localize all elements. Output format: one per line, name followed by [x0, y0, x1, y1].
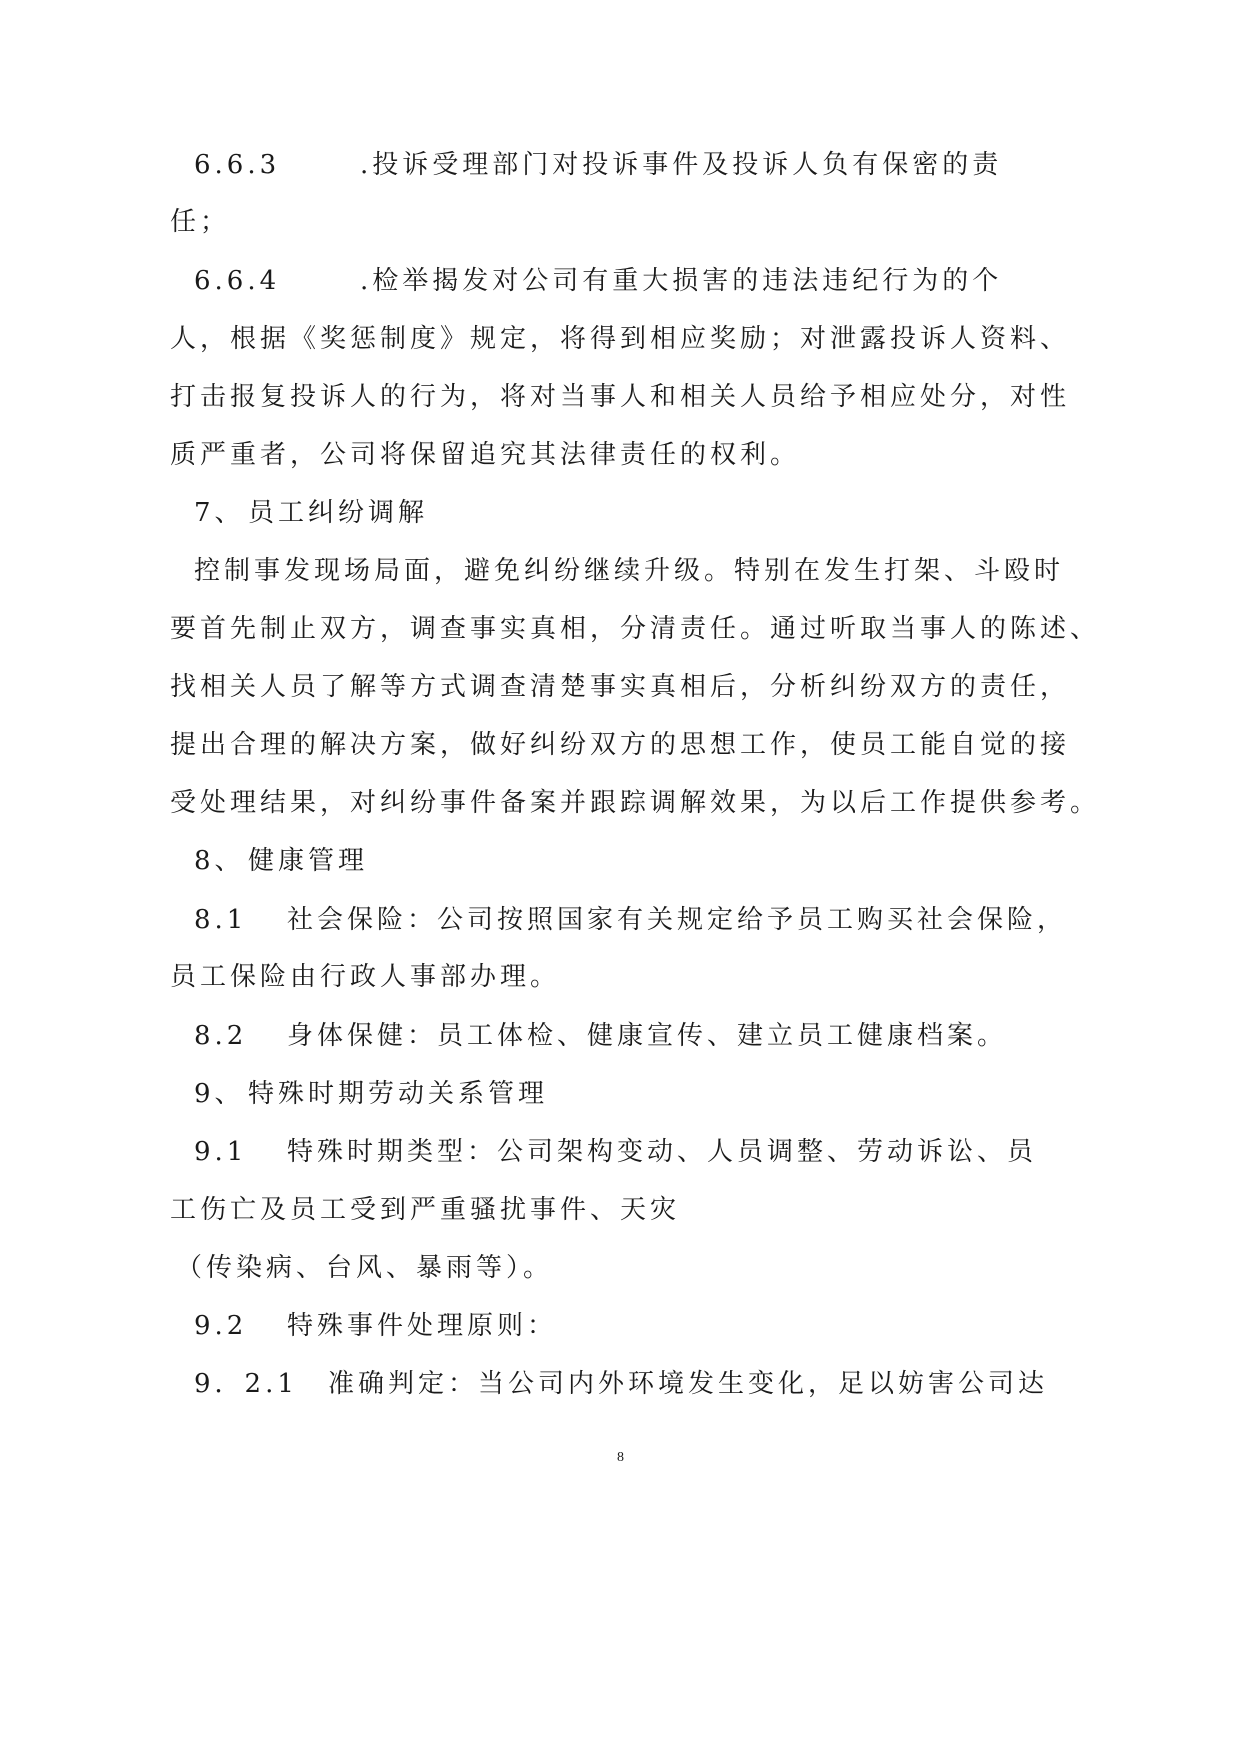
clause-6-6-3-continuation: 任；	[170, 207, 231, 237]
clause-6-6-3-number: 6.6.3	[194, 150, 281, 180]
clause-8-1-number: 8.1	[194, 905, 248, 935]
clause-6-6-3-text: .投诉受理部门对投诉事件及投诉人负有保密的责	[360, 150, 1003, 180]
clause-8-1-continuation: 员工保险由行政人事部办理。	[170, 962, 561, 992]
clause-9-2-1-number: 9．2.1	[194, 1369, 298, 1399]
section-7-paragraph-line-5: 受处理结果，对纠纷事件备案并跟踪调解效果，为以后工作提供参考。	[170, 788, 1101, 818]
section-9-number: 9、	[194, 1079, 245, 1109]
section-7-paragraph-line-2: 要首先制止双方，调查事实真相，分清责任。通过听取当事人的陈述、	[170, 614, 1101, 644]
section-7-heading: 员工纠纷调解	[248, 498, 429, 528]
section-9-heading: 特殊时期劳动关系管理	[248, 1079, 549, 1109]
section-8-number: 8、	[194, 846, 245, 876]
page-number: 8	[617, 1450, 624, 1465]
section-8-heading: 健康管理	[248, 846, 369, 876]
clause-9-1-number: 9.1	[194, 1137, 248, 1167]
clause-9-1-text: 特殊时期类型：公司架构变动、人员调整、劳动诉讼、员	[287, 1137, 1038, 1167]
clause-6-6-4-number: 6.6.4	[194, 266, 281, 296]
clause-9-2-text: 特殊事件处理原则：	[287, 1311, 558, 1341]
clause-8-1-text: 社会保险：公司按照国家有关规定给予员工购买社会保险，	[287, 905, 1068, 935]
clause-6-6-4-line-3: 打击报复投诉人的行为，将对当事人和相关人员给予相应处分，对性	[170, 382, 1071, 412]
clause-8-2-number: 8.2	[194, 1021, 248, 1051]
clause-8-2-text: 身体保健：员工体检、健康宣传、建立员工健康档案。	[287, 1021, 1008, 1051]
clause-9-2-number: 9.2	[194, 1311, 248, 1341]
clause-6-6-4-line-2: 人，根据《奖惩制度》规定，将得到相应奖励；对泄露投诉人资料、	[170, 324, 1071, 354]
clause-6-6-4-line-4: 质严重者，公司将保留追究其法律责任的权利。	[170, 440, 801, 470]
clause-9-1-line-3: （传染病、台风、暴雨等）。	[176, 1253, 554, 1283]
clause-9-1-line-2: 工伤亡及员工受到严重骚扰事件、天灾	[170, 1195, 681, 1225]
clause-6-6-4-text: .检举揭发对公司有重大损害的违法违纪行为的个	[360, 266, 1003, 296]
section-7-paragraph-line-3: 找相关人员了解等方式调查清楚事实真相后，分析纠纷双方的责任，	[170, 672, 1071, 702]
section-7-number: 7、	[194, 498, 245, 528]
clause-9-2-1-text: 准确判定：当公司内外环境发生变化，足以妨害公司达	[328, 1369, 1049, 1399]
section-7-paragraph-line-1: 控制事发现场局面，避免纠纷继续升级。特别在发生打架、斗殴时	[194, 556, 1065, 586]
section-7-paragraph-line-4: 提出合理的解决方案，做好纠纷双方的思想工作，使员工能自觉的接	[170, 730, 1071, 760]
